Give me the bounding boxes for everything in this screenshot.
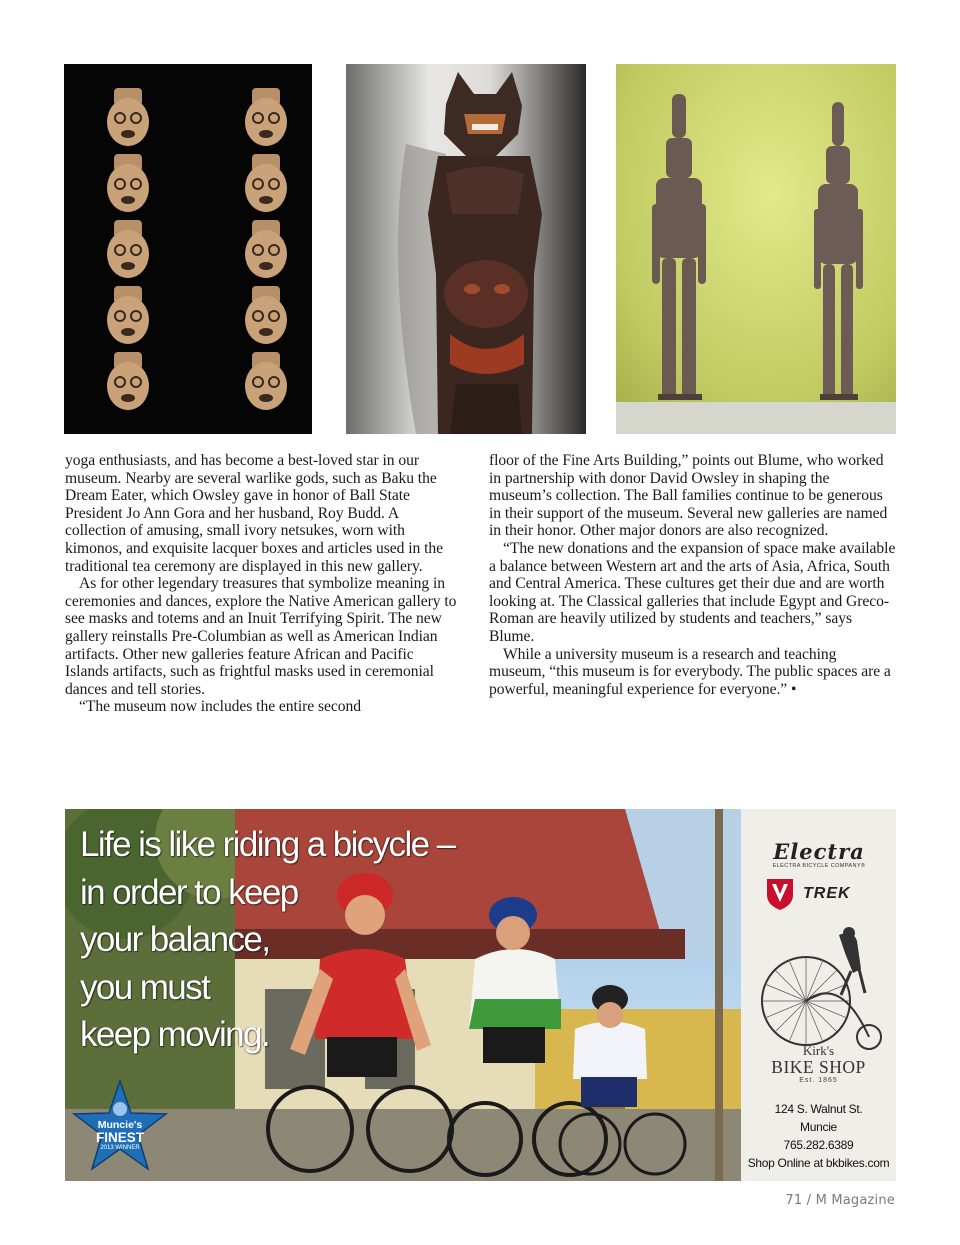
article-paragraph: “The new donations and the expansion of space make available a balance between Western art and the arts of Asia, Africa, South and Central America. These cultures get their due and are worth looking at. The Classical galleries that include Egypt and Greco-Roman are heavily utilized by students and teachers,” says Blume. — [489, 539, 896, 645]
penny-farthing-icon — [761, 925, 885, 1053]
shop-city: Muncie — [800, 1120, 837, 1134]
ad-slogan — [80, 821, 520, 1059]
badge-line2: FINEST — [95, 1130, 144, 1145]
shop-established: Est. 1865 — [799, 1077, 838, 1084]
shop-phone: 765.282.6389 — [783, 1138, 854, 1152]
slogan-line: keep moving. — [80, 1015, 269, 1054]
electra-logo: Electra — [773, 839, 865, 864]
trek-shield-icon — [765, 877, 795, 911]
slogan-line: Life is like riding a bicycle – — [80, 825, 455, 864]
bike-shop-advertisement — [65, 809, 896, 1181]
article-paragraph: While a university museum is a research and teaching museum, “this museum is for everybody. The public spaces are a powerful, meaningful experience for everyone.” • — [489, 645, 891, 698]
shop-website: Shop Online at bkbikes.com — [747, 1156, 890, 1170]
shop-address: 124 S. Walnut St. — [774, 1102, 863, 1116]
article-left-column — [65, 452, 460, 716]
article-paragraph: yoga enthusiasts, and has become a best-loved star in our museum. Nearby are several warlike gods, such as Baku the Dream Eater, which Owsley gave in honor of Ball State President Jo Ann Gora and her husband, Roy Budd. A collection of amusing, small ivory netsukes, worn with kimonos, and exquisite lacquer boxes and articles used in the traditional tea ceremony are displayed in this new gallery. — [65, 452, 444, 575]
page-folio: 71 / M Magazine — [785, 1193, 895, 1208]
shop-name: BIKE SHOP — [771, 1057, 866, 1077]
african-figures-photo — [616, 64, 896, 434]
article-paragraph: As for other legendary treasures that symbolize meaning in ceremonies and dances, explore the Native American gallery to see masks and totems and an Inuit Terrifying Spirit. The new gallery reinstalls Pre-Columbian as well as American Indian artifacts. Other new galleries feature African and Pacific Islands artifacts, such as frightful masks used in ceremonial dances and tell stories. — [65, 575, 457, 698]
article-paragraph: floor of the Fine Arts Building,” points out Blume, who worked in partnership with donor David Owsley in shaping the museum’s collection. The Ball families continue to be generous in their support of the museum. Several new galleries are named in their honor. Other major donors are also recognized. — [489, 452, 888, 540]
article-right-column — [489, 452, 896, 698]
munices-finest-badge — [71, 1079, 169, 1173]
slogan-line: you must — [80, 967, 210, 1007]
badge-line1: Muncie's — [97, 1119, 143, 1131]
carved-faces-photo — [64, 64, 312, 434]
slogan-line: in order to keep — [80, 872, 298, 912]
slogan-line: your balance, — [80, 920, 270, 959]
shop-kirks: Kirk's — [802, 1043, 835, 1058]
article-paragraph: “The museum now includes the entire second — [79, 698, 361, 716]
totem-pole-photo — [346, 64, 586, 434]
shop-info-panel — [741, 809, 896, 1181]
trek-logo: TREK — [803, 885, 851, 902]
electra-tagline: ELECTRA BICYCLE COMPANY® — [772, 863, 866, 869]
badge-line3: 2013 WINNER — [100, 1145, 140, 1151]
